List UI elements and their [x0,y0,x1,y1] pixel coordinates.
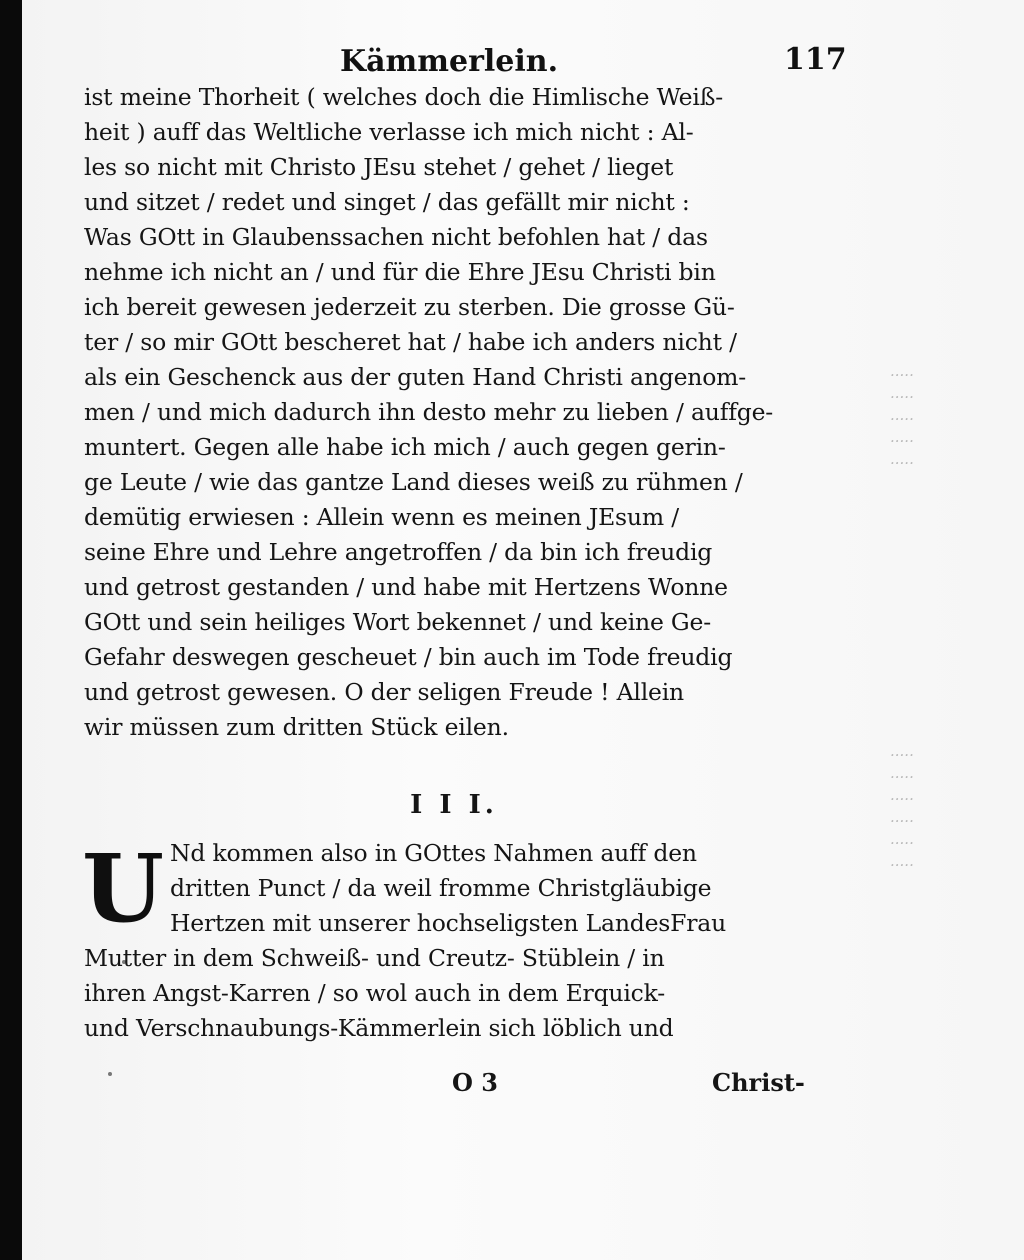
text-line: ge Leute / wie das gantze Land dieses weiß zu rühmen / [84,468,743,496]
catchword: Christ- [712,1068,805,1097]
text-line: Gefahr deswegen gescheuet / bin auch im Tode freudig [84,643,733,671]
text-line: les so nicht mit Christo JEsu stehet / gehet / lieget [84,153,674,181]
text-line: ter / so mir GOtt bescheret hat / habe ich anders nicht / [84,328,737,356]
page-number: 117 [784,42,847,77]
text-line: ich bereit gewesen jederzeit zu sterben. Die grosse Gü- [84,293,735,321]
page-footer [84,1062,824,1112]
text-line: Mutter in dem Schweiß- und Creutz- Stüblein / in [84,944,665,972]
text-line: und getrost gestanden / und habe mit Hertzens Wonne [84,573,728,601]
text-line: heit ) auff das Weltliche verlasse ich mich nicht : Al- [84,118,694,146]
text-line: GOtt und sein heiliges Wort bekennet / und keine Ge- [84,608,711,636]
text-line: seine Ehre und Lehre angetroffen / da bin ich freudig [84,538,713,566]
running-head: Kämmerlein. [340,44,559,79]
text-line: Hertzen mit unserer hochseligsten LandesFrau [170,909,727,937]
text-line: ist meine Thorheit ( welches doch die Himlische Weiß- [84,83,723,111]
text-line: als ein Geschenck aus der guten Hand Christi angenom- [84,363,747,391]
text-line: wir müssen zum dritten Stück eilen. [84,713,509,741]
text-line: Was GOtt in Glaubenssachen nicht befohlen hat / das [84,223,708,251]
text-line: und sitzet / redet und singet / das gefällt mir nicht : [84,188,690,216]
signature-mark: O 3 [452,1068,498,1097]
drop-initial: U [82,834,164,944]
show-through-margin-upper: ..... ..... ..... ..... ..... [890,362,914,468]
text-line: demütig erwiesen : Allein wenn es meinen JEsum / [84,503,679,531]
book-page [22,0,1024,1260]
section-text [84,836,824,1046]
text-line: und getrost gewesen. O der seligen Freude ! Allein [84,678,684,706]
show-through-margin-lower: ..... ..... ..... ..... ..... ..... [890,742,914,870]
section-heading: I I I. [410,790,498,820]
text-line: und Verschnaubungs-Kämmerlein sich löblich und [84,1014,674,1042]
text-line: Nd kommen also in GOttes Nahmen auff den [170,839,697,867]
text-line: nehme ich nicht an / und für die Ehre JEsu Christi bin [84,258,716,286]
text-line: ihren Angst-Karren / so wol auch in dem Erquick- [84,979,665,1007]
text-line: men / und mich dadurch ihn desto mehr zu lieben / auffge- [84,398,774,426]
text-line: muntert. Gegen alle habe ich mich / auch gegen gerin- [84,433,726,461]
body-text [82,80,824,1042]
text-line: dritten Punct / da weil fromme Christgläubige [170,874,712,902]
